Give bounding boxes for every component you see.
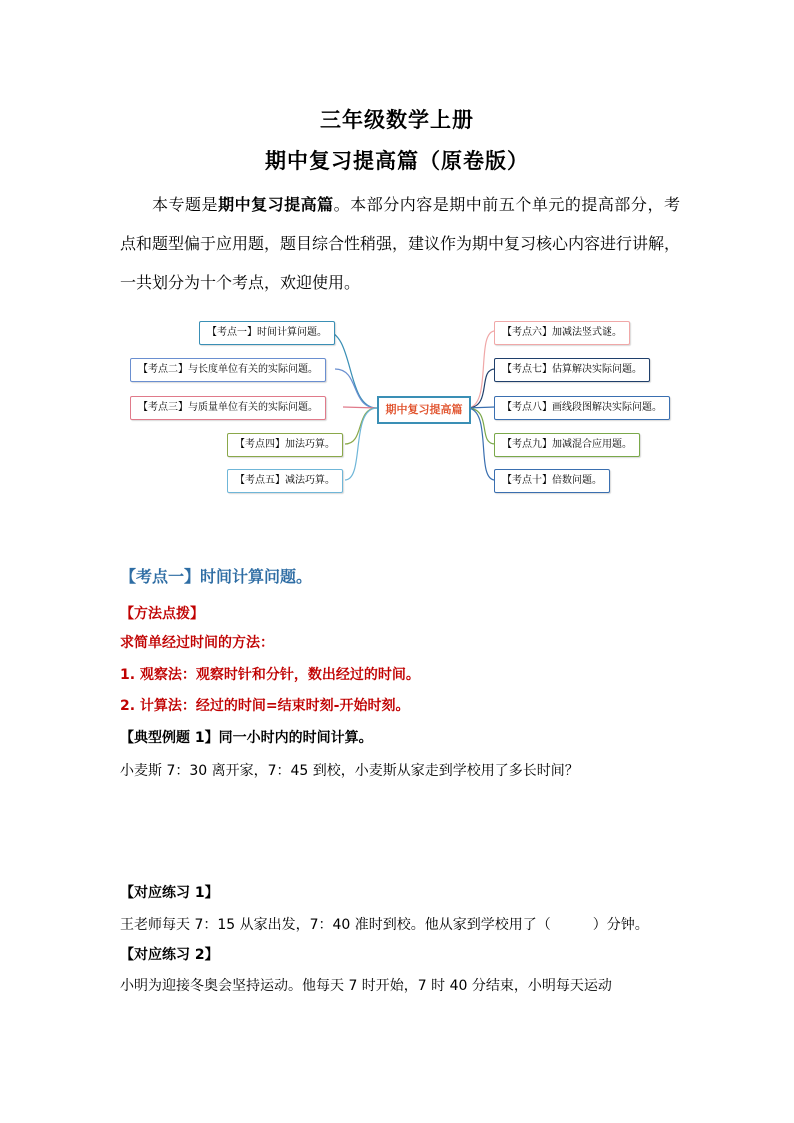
mind-map-node-2: 【考点二】与长度单位有关的实际问题。	[130, 358, 326, 382]
mind-map	[125, 317, 695, 497]
practice-2-question: 小明为迎接冬奥会坚持运动。他每天 7 时开始，7 时 40 分结束，小明每天运动	[120, 978, 612, 994]
method-item-2: 2. 计算法：经过的时间=结束时刻-开始时刻。	[120, 698, 410, 714]
mind-map-node-8: 【考点八】画线段图解决实际问题。	[494, 396, 670, 420]
practice-1-title: 【对应练习 1】	[120, 885, 219, 901]
mind-map-node-9: 【考点九】加减混合应用题。	[494, 433, 640, 457]
section-heading: 【考点一】时间计算问题。	[120, 567, 313, 586]
mind-map-node-6: 【考点六】加减法竖式谜。	[494, 321, 630, 345]
practice-1-question: 王老师每天 7：15 从家出发，7：40 准时到校。他从家到学校用了（ ）分钟。	[120, 917, 649, 933]
intro-paragraph	[120, 185, 680, 302]
intro-prefix: 本专题是	[152, 195, 219, 214]
method-intro: 求简单经过时间的方法：	[120, 635, 274, 651]
document-title: 三年级数学上册	[320, 108, 474, 132]
intro-rest: 。本部分内容是期中前五个单元的提高部分，考点和题型偏于应用题，题目综合性稍强，建议作为期中复习核心内容进行讲解，一共划分为十个考点，欢迎使用。	[120, 195, 681, 292]
method-item-1: 1. 观察法：观察时针和分针，数出经过的时间。	[120, 667, 420, 683]
mind-map-node-7: 【考点七】估算解决实际问题。	[494, 358, 650, 382]
example-title: 【典型例题 1】同一小时内的时间计算。	[120, 730, 373, 746]
mind-map-center: 期中复习提高篇	[377, 396, 471, 424]
mind-map-node-10: 【考点十】倍数问题。	[494, 469, 610, 493]
example-question: 小麦斯 7：30 离开家，7：45 到校，小麦斯从家走到学校用了多长时间？	[120, 763, 579, 779]
mind-map-node-1: 【考点一】时间计算问题。	[199, 321, 335, 345]
branch-left-5	[345, 408, 377, 480]
practice-2-title: 【对应练习 2】	[120, 947, 219, 963]
branch-right-5	[467, 408, 495, 480]
mind-map-node-4: 【考点四】加法巧算。	[227, 433, 343, 457]
mind-map-node-3: 【考点三】与质量单位有关的实际问题。	[130, 396, 326, 420]
mind-map-node-5: 【考点五】减法巧算。	[227, 469, 343, 493]
document-subtitle: 期中复习提高篇（原卷版）	[265, 149, 529, 173]
intro-bold: 期中复习提高篇	[218, 195, 334, 214]
method-title: 【方法点拨】	[120, 606, 204, 622]
